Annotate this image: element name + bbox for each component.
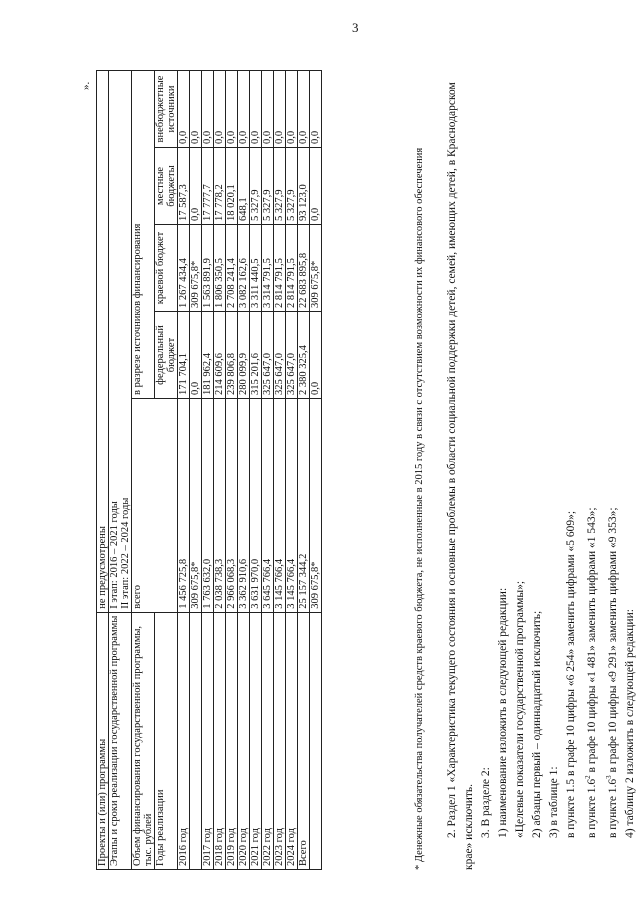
table-row xyxy=(109,71,132,870)
fed-header: федеральный бюджет xyxy=(155,312,178,399)
footnote: * Денежные обязательства получателей средств краевого бюджета, не исполненные в 2015 году в связи с отсутствием возможности их финансового обеспечения xyxy=(414,147,425,870)
cell-ext: 0,0 xyxy=(178,71,190,148)
stage-1: I этап: 2016 – 2021 годы xyxy=(109,501,120,609)
cell-ext: 0,0 xyxy=(238,71,250,148)
total-header: всего xyxy=(132,399,178,613)
table-row xyxy=(202,71,214,870)
superscript: 2 xyxy=(584,775,592,779)
table-row xyxy=(214,71,226,870)
table-row xyxy=(226,71,238,870)
cell-total: 309 675,8* xyxy=(190,399,202,613)
cell-ext: 0,0 xyxy=(202,71,214,148)
table-row xyxy=(298,71,310,870)
paragraph: 2. Раздел 1 «Характеристика текущего состояния и основные проблемы в области социальной поддержки детей, семей, имеющих детей, в Краснодарском крае» исключить. xyxy=(446,82,475,870)
cell-year: 2021 год xyxy=(250,612,262,869)
cell-reg: 1 563 891,9 xyxy=(202,225,214,312)
projects-value: не предусмотрены xyxy=(97,71,109,613)
stage-2: II этап: 2022 – 2024 годы xyxy=(120,497,131,609)
paragraph: 4) таблицу 2 изложить в следующей редакции: xyxy=(623,609,636,838)
table-row xyxy=(274,71,286,870)
cell-loc: 0,0 xyxy=(190,148,202,225)
cell-reg: 2 708 241,4 xyxy=(226,225,238,312)
cell-reg: 309 675,8* xyxy=(190,225,202,312)
cell-reg: 309 675,8* xyxy=(310,225,322,312)
cell-reg: 2 814 791,5 xyxy=(286,225,298,312)
cell-reg: 1 267 434,4 xyxy=(178,225,190,312)
cell-ext: 0,0 xyxy=(226,71,238,148)
stages-label: Этапы и сроки реализации государственной программы xyxy=(109,612,132,869)
cell-loc: 5 327,9 xyxy=(250,148,262,225)
cell-year: 2016 год xyxy=(178,612,190,869)
cell-total: 3 645 766,4 xyxy=(262,399,274,613)
cell-loc: 5 327,9 xyxy=(262,148,274,225)
cell-fed: 325 647,0 xyxy=(286,312,298,399)
cell-total: 3 631 970,0 xyxy=(250,399,262,613)
paragraph: 2) абзацы первый – одиннадцатый исключить; xyxy=(531,610,543,838)
cell-ext: 0,0 xyxy=(274,71,286,148)
cell-fed: 315 201,6 xyxy=(250,312,262,399)
cell-year: Всего xyxy=(298,612,310,869)
cell-ext: 0,0 xyxy=(250,71,262,148)
document-body xyxy=(444,70,639,870)
paragraph: «Целевые показатели государственной программы»; xyxy=(514,580,526,838)
loc-header: местные бюджеты xyxy=(155,148,178,225)
cell-total: 309 675,8* xyxy=(310,399,322,613)
cell-reg: 2 814 791,5 xyxy=(274,225,286,312)
paragraph: 3. В разделе 2: xyxy=(480,767,492,838)
cell-total: 1 456 725,8 xyxy=(178,399,190,613)
cell-ext: 0,0 xyxy=(262,71,274,148)
closing-quote: ». xyxy=(80,81,92,90)
cell-year xyxy=(190,612,202,869)
cell-loc: 5 327,9 xyxy=(286,148,298,225)
cell-total: 3 145 766,4 xyxy=(286,399,298,613)
cell-fed: 181 962,4 xyxy=(202,312,214,399)
text: в пункте 1.6 xyxy=(606,778,619,838)
cell-total: 3 145 766,4 xyxy=(274,399,286,613)
cell-loc: 5 327,9 xyxy=(274,148,286,225)
cell-fed: 171 704,1 xyxy=(178,312,190,399)
cell-loc: 17 777,7 xyxy=(202,148,214,225)
cell-ext: 0,0 xyxy=(310,71,322,148)
cell-total: 25 157 344,2 xyxy=(298,399,310,613)
cell-fed: 0,0 xyxy=(190,312,202,399)
cell-fed: 214 609,6 xyxy=(214,312,226,399)
table-row xyxy=(190,71,202,870)
cell-fed: 239 806,8 xyxy=(226,312,238,399)
table-row xyxy=(97,71,109,870)
cell-year: 2018 год xyxy=(214,612,226,869)
cell-loc: 18 020,1 xyxy=(226,148,238,225)
ext-header: внебюджетные источники xyxy=(155,71,178,148)
cell-year: 2019 год xyxy=(226,612,238,869)
cell-loc: 0,0 xyxy=(310,148,322,225)
rotated-content xyxy=(32,30,636,870)
cell-ext: 0,0 xyxy=(286,71,298,148)
paragraph: 1) наименование изложить в следующей редакции: xyxy=(497,587,509,838)
cell-total: 2 038 738,3 xyxy=(214,399,226,613)
cell-year: 2023 год xyxy=(274,612,286,869)
cell-fed: 2 380 325,4 xyxy=(298,312,310,399)
cell-fed: 325 647,0 xyxy=(262,312,274,399)
cell-reg: 3 311 440,5 xyxy=(250,225,262,312)
financing-table xyxy=(96,70,322,870)
table-row xyxy=(178,71,190,870)
cell-ext: 0,0 xyxy=(214,71,226,148)
stages-value xyxy=(109,71,132,613)
cell-ext: 0,0 xyxy=(298,71,310,148)
text: в графе 10 цифры «1 481» заменить цифрами «1 543»; xyxy=(585,507,598,776)
cell-loc: 17 587,3 xyxy=(178,148,190,225)
paragraph: в пункте 1.5 в графе 10 цифры «6 254» заменить цифрами «5 609»; xyxy=(565,510,577,838)
cell-total: 3 362 910,6 xyxy=(238,399,250,613)
reg-header: краевой бюджет xyxy=(155,225,178,312)
cell-year: 2024 год xyxy=(286,612,298,869)
cell-loc: 648,1 xyxy=(238,148,250,225)
cell-year: 2017 год xyxy=(202,612,214,869)
cell-reg: 3 314 791,5 xyxy=(262,225,274,312)
superscript: 3 xyxy=(604,775,613,779)
table-row xyxy=(286,71,298,870)
table-row xyxy=(262,71,274,870)
cell-year: 2022 год xyxy=(262,612,274,869)
table-row xyxy=(132,71,155,870)
cell-reg: 22 683 895,8 xyxy=(298,225,310,312)
cell-fed: 325 647,0 xyxy=(274,312,286,399)
cell-year: 2020 год xyxy=(238,612,250,869)
text: в графе 10 цифры «9 291» заменить цифрами «9 353»; xyxy=(606,507,619,776)
cell-fed: 0,0 xyxy=(310,312,322,399)
cell-ext: 0,0 xyxy=(190,71,202,148)
cell-total: 1 763 632,0 xyxy=(202,399,214,613)
text: в пункте 1.6 xyxy=(585,778,598,838)
table-row xyxy=(310,71,322,870)
volume-label: Объем финансирования государственной программы, тыс. рублей xyxy=(132,612,155,869)
paragraph xyxy=(601,70,622,870)
cell-reg: 1 806 350,5 xyxy=(214,225,226,312)
cell-year xyxy=(310,612,322,869)
cell-reg: 3 082 162,6 xyxy=(238,225,250,312)
page-number: 3 xyxy=(352,20,359,35)
table-row xyxy=(238,71,250,870)
cell-fed: 280 099,9 xyxy=(238,312,250,399)
paragraph: 3) в таблице 1: xyxy=(548,766,560,838)
sources-header: в разрезе источников финансирования xyxy=(132,71,155,399)
projects-label: Проекты и (или) программы xyxy=(97,612,109,869)
cell-total: 2 966 068,3 xyxy=(226,399,238,613)
cell-loc: 17 778,2 xyxy=(214,148,226,225)
table-row xyxy=(250,71,262,870)
years-header: Годы реализации xyxy=(155,612,178,869)
cell-loc: 93 123,0 xyxy=(298,148,310,225)
paragraph xyxy=(580,70,601,870)
